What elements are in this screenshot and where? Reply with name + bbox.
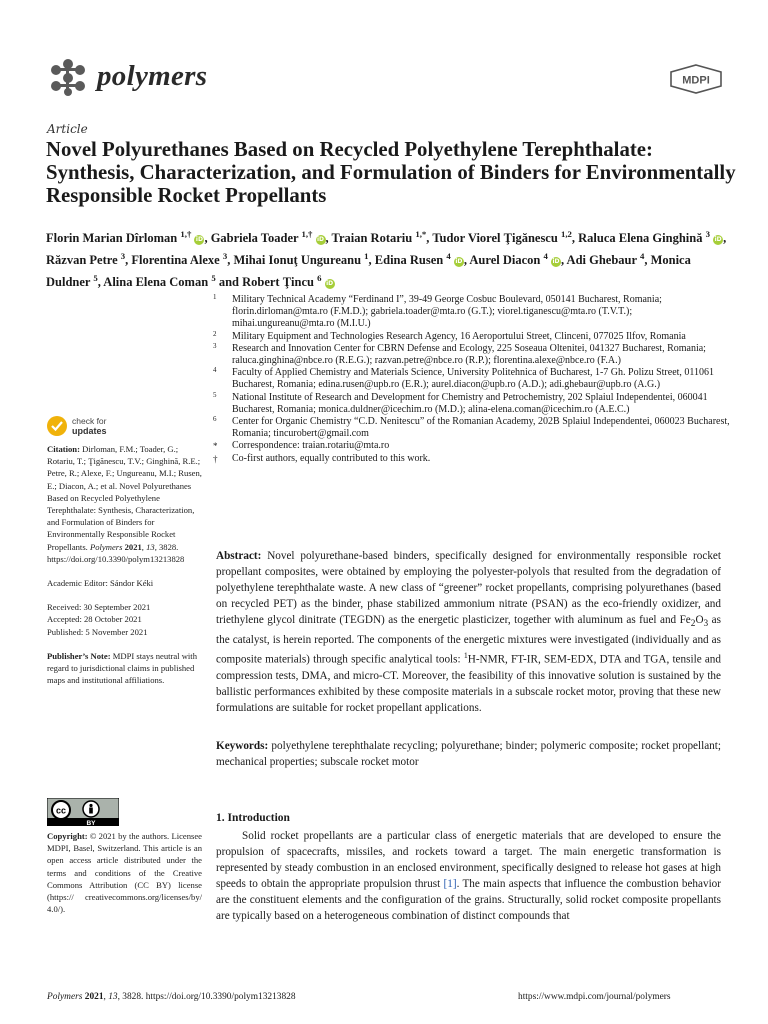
mdpi-logo-text: MDPI	[682, 74, 710, 87]
author-name: Raluca Elena Ginghină	[578, 231, 703, 246]
check-for-text: check for	[72, 416, 107, 426]
abstract-label: Abstract:	[216, 550, 262, 562]
affiliations	[210, 294, 730, 465]
orcid-icon[interactable]: iD	[326, 280, 334, 288]
affiliation-item	[210, 392, 730, 416]
author-affiliation-marker: 6	[317, 273, 322, 284]
affiliation-text: Faculty of Applied Chemistry and Materials Science, University Politehnica of Bucharest, 1-7 Gh. Polizu Street, 011061 Bucharest, Romania; edina.rusen@upb.ro (E.R.); aurel.diacon@upb.ro (A.D.); adi.ghebaur@upb.ro (A.G.)	[232, 367, 715, 391]
affiliation-text: Center for Organic Chemistry “C.D. Nenitescu” of the Romanian Academy, 202B Splaiul Independentei, 060023 Bucharest, Romania; tincurobert@gmail.com	[232, 416, 730, 440]
introduction-paragraph: Solid rocket propellants are a particular class of energetic materials that are developed to ensure the propulsion of spacecrafts, missiles, and rockets toward a target. The main energetic transformation is represented by steady combustion in an enclosed environment, specifically designed to release hot gases at high speeds to obtain the appropriate propulsion thrust [1]. The main aspects that influence the combustion behavior are the constituent elements and the configuration of the grains. Structurally, solid rocket composite propellants are typically based on a heterogeneous combination of distinct compounds that	[216, 830, 721, 922]
affiliation-number: 3	[213, 341, 217, 350]
author-affiliation-marker: 4	[543, 251, 548, 262]
check-for-updates-badge[interactable]	[46, 414, 166, 438]
affiliation-number: 1	[213, 293, 217, 301]
by-badge-text: BY	[86, 820, 96, 826]
cc-by-license-badge[interactable]	[47, 798, 119, 826]
abstract: Abstract: Novel polyurethane-based binders, specifically designed for environmentally responsible rocket propellant composites, were obtained by employing the polyester-polyols that resulted from the degradation of polyethylene terephthalate waste. A new class of “greener” rocket propellants, comprising polyurethanes (based on recycled PET) as the binder, phase stabilized ammonium nitrate (PSAN) as the eco-friendly oxidizer, and triethylene glycol dinitrate (TEGDN) as the energetic plasticizer, together with aluminum as fuel and $Fe_2O_3$ as the catalyst, is herein reported. The components of the energetic mixtures were investigated (individually and as composite materials) through specific analytical tools: $^1$H-NMR, FT-IR, SEM-EDX, DTA and TGA, tensile and compression tests, DMA, and micro-CT. Moreover, the feasibility of this innovative solution is sustained by the ballistic performances exhibited by these composite materials in a subscale rocket motor, proving that these new formulations are suitable for rocket propellant applications.	[216, 550, 722, 714]
author-name: Aurel Diacon	[469, 253, 541, 268]
published-date: Published: 5 November 2021	[47, 626, 148, 637]
author-name: Robert Ţincu	[242, 275, 314, 290]
author-name: Alina Elena Coman	[103, 275, 209, 290]
correspondence-note: * Correspondence: traian.rotariu@mta.ro	[213, 440, 390, 452]
author-affiliation-marker: 1,*	[415, 229, 427, 239]
updates-text: updates	[72, 426, 107, 436]
sidebar	[47, 443, 202, 686]
author-affiliation-marker: 1,†	[301, 229, 313, 239]
orcid-icon[interactable]: iD	[552, 258, 560, 266]
author-affiliation-marker: 3	[705, 229, 710, 239]
author-list: Florin Marian Dîrloman $^{1,\dagger}$ iD, Gabriela Toader $^{1,\dagger}$ iD, Traian Rotariu $^{1,*}$, Tudor Viorel Ţigănescu $^{1,2}$, Raluca Elena Ginghină $^3$ iD, Răzvan Petre $^3$, Florentina Alexe $^3$, Mihai Ionuţ Ungureanu $^1$, Edina Rusen $^4$ iD, Aurel Diacon $^4$ iD, Adi Ghebaur $^4$, Monica Duldner $^5$, Alina Elena Coman $^5$ and Robert Ţincu $^6$ iD	[46, 229, 727, 290]
author-name: Edina Rusen	[374, 253, 444, 268]
mdpi-logo-icon	[668, 64, 724, 94]
author-name: Florentina Alexe	[131, 253, 220, 268]
author-affiliation-marker: 4	[639, 251, 645, 262]
author-name: Monica Duldner	[46, 253, 691, 290]
check-badge-icon	[47, 416, 67, 436]
affiliation-item	[210, 416, 730, 440]
received-date: Received: 30 September 2021	[47, 602, 151, 613]
author-affiliation-marker: 5	[93, 273, 98, 284]
orcid-icon[interactable]: iD	[455, 258, 463, 266]
footer-citation: Polymers 2021, 13, 3828. https://doi.org/10.3390/polym13213828	[47, 992, 296, 1002]
author-affiliation-marker: 3	[120, 251, 126, 262]
section-heading-introduction: 1. Introduction	[216, 812, 290, 824]
author-name: Gabriela Toader	[210, 231, 299, 246]
author-affiliation-marker: 1,2	[560, 229, 572, 239]
paper-title: Novel Polyurethanes Based on Recycled Polyethylene Terephthalate: Synthesis, Characterization, and Formulation of Binders for Environmentally Responsible Rocket Propellants	[46, 138, 736, 207]
orcid-icon[interactable]: iD	[195, 236, 203, 244]
footer-journal-url[interactable]: https://www.mdpi.com/journal/polymers	[518, 992, 671, 1002]
academic-editor: Academic Editor: Sándor Kéki	[47, 578, 154, 589]
author-affiliation-marker: 4	[446, 251, 451, 262]
affiliation-number: 5	[213, 390, 217, 399]
affiliation-number: 4	[213, 366, 217, 375]
cc-badge-text: cc	[55, 805, 67, 816]
author-affiliation-marker: 3	[222, 251, 228, 262]
keywords-label: Keywords:	[216, 740, 269, 752]
orcid-icon[interactable]: iD	[714, 236, 722, 244]
author-affiliation-marker: 5	[211, 273, 216, 284]
affiliation-item	[210, 331, 730, 343]
affiliation-item	[210, 367, 730, 391]
author-name: Tudor Viorel Ţigănescu	[432, 231, 558, 246]
affiliation-text: Military Technical Academy “Ferdinand I”, 39-49 George Cosbuc Boulevard, 050141 Bucharest, Romania; florin.dirloman@mta.ro (F.M.D.); gabriela.toader@mta.ro (G.T.); viorel.tiganescu@mta.ro (T.V.T.); mihai.ungureanu@mta.ro (M.I.U.)	[232, 294, 662, 330]
copyright-notice: Copyright: © 2021 by the authors. Licensee MDPI, Basel, Switzerland. This article is an open access article distributed under the terms and conditions of the Creative Commons Attribution (CC BY) license (https:// creativecommons.org/licenses/by/ 4.0/).	[47, 831, 202, 915]
author-and: and	[218, 275, 239, 290]
author-name: Adi Ghebaur	[566, 253, 637, 268]
publisher-note: Publisher’s Note: MDPI stays neutral with regard to jurisdictional claims in published maps and institutional affiliations.	[47, 650, 197, 686]
mdpi-logo	[668, 64, 724, 94]
cofirst-note: † Co-first authors, equally contributed to this work.	[213, 452, 431, 464]
affiliation-number: 6	[213, 415, 217, 424]
article-type: Article	[47, 122, 88, 136]
affiliation-text: Research and Innovation Center for CBRN Defense and Ecology, 225 Soseaua Oltenitei, 041327 Bucharest, Romania; raluca.ginghina@nbce.ro (R.E.G.); razvan.petre@nbce.ro (R.P.); florentina.alexe@nbce.ro (F.A.)	[232, 342, 706, 367]
citation-link[interactable]: [1]	[443, 878, 457, 890]
affiliation-item	[210, 343, 730, 367]
citation-block: Citation: Dirloman, F.M.; Toader, G.; Rotariu, T.; Ţigănescu, T.V.; Ginghină, R.E.; Petre, R.; Alexe, F.; Ungureanu, M.I.; Rusen, E.; Diacon, A.; et al. Novel Polyurethanes Based on Recycled Polyethylene Terephthalate: Synthesis, Characterization, and Formulation of Binders for Environmentally Responsible Rocket Propellants. Polymers 2021, 13, 3828. https://doi.org/10.3390/polym13213828	[47, 444, 202, 564]
orcid-icon[interactable]: iD	[316, 236, 325, 244]
affiliation-item	[210, 294, 730, 331]
author-name: Răzvan Petre	[46, 253, 118, 268]
accepted-date: Accepted: 28 October 2021	[47, 614, 142, 625]
affiliation-text: Military Equipment and Technologies Research Agency, 16 Aeroportului Street, Clinceni, 077025 Ilfov, Romania	[232, 330, 686, 342]
author-name: Traian Rotariu	[331, 231, 413, 246]
affiliation-number: 2	[213, 329, 217, 338]
author-name: Mihai Ionuţ Ungureanu	[233, 253, 362, 268]
journal-name: polymers	[97, 60, 208, 92]
author-affiliation-marker: 1,†	[180, 229, 192, 239]
keywords: Keywords: polyethylene terephthalate recycling; polyurethane; binder; polymeric composite; rocket propellant; mechanical properties; subscale rocket motor	[216, 740, 721, 768]
author-name: Florin Marian Dîrloman	[46, 231, 178, 246]
affiliation-text: National Institute of Research and Development for Chemistry and Petrochemistry, 202 Splaiul Independentei, 060041 Bucharest, Romania; monica.duldner@icechim.ro (M.D.); alina-elena.coman@icechim.ro (A.E.C.)	[232, 391, 708, 415]
author-affiliation-marker: 1	[364, 251, 369, 262]
